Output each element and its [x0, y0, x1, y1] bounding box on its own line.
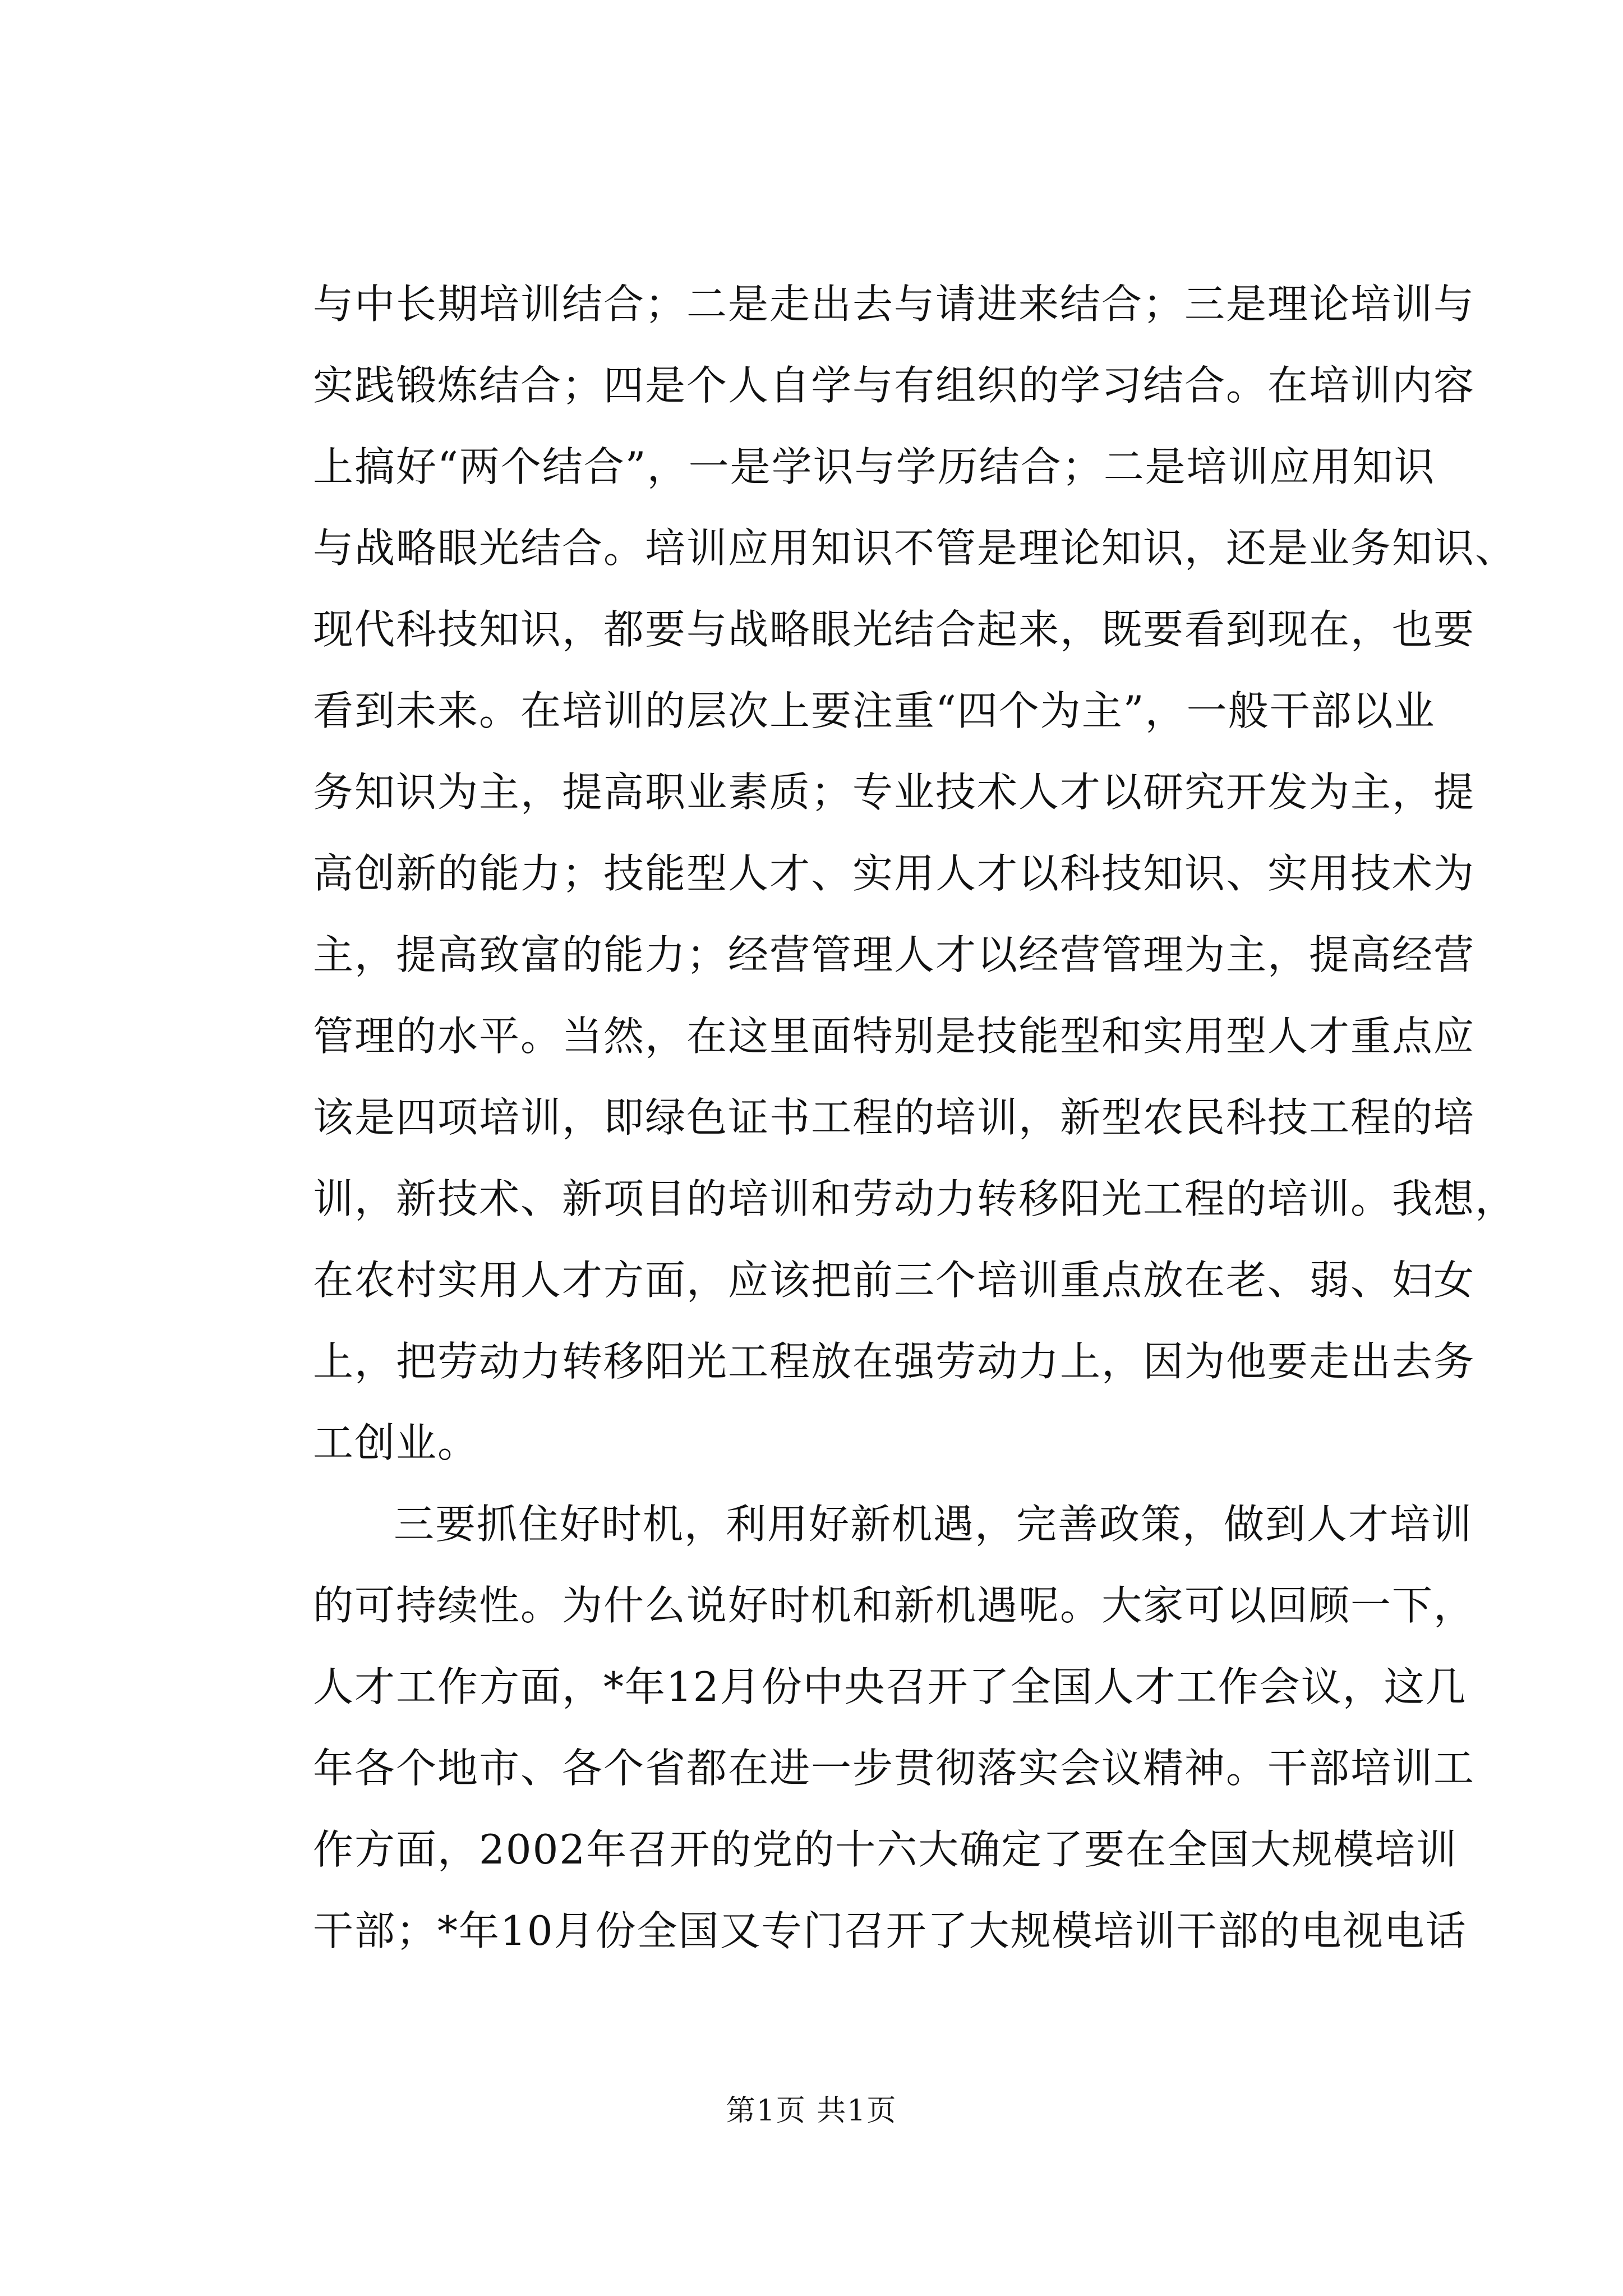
text-line: 训，新技术、新项目的培训和劳动力转移阳光工程的培训。我想， — [313, 1175, 1517, 1222]
page-footer: 第1页 共1页 — [726, 2094, 897, 2128]
text-line: 工创业。 — [313, 1419, 479, 1466]
text-line: 在农村实用人才方面，应该把前三个培训重点放在老、弱、妇女 — [313, 1257, 1476, 1304]
text-line: 与中长期培训结合；二是走出去与请进来结合；三是理论培训与 — [313, 280, 1476, 328]
paragraph-first-line: 三要抓住好时机，利用好新机遇，完善政策，做到人才培训 — [394, 1501, 1473, 1548]
body-text — [313, 264, 1517, 1972]
text-line: 人才工作方面，*年12月份中央召开了全国人才工作会议，这几 — [313, 1663, 1467, 1710]
text-line: 管理的水平。当然，在这里面特别是技能型和实用型人才重点应 — [313, 1013, 1476, 1060]
text-line: 该是四项培训，即绿色证书工程的培训，新型农民科技工程的培 — [313, 1094, 1476, 1141]
text-line: 主，提高致富的能力；经营管理人才以经营管理为主，提高经营 — [313, 931, 1476, 978]
text-line: 干部；*年10月份全国又专门召开了大规模培训干部的电视电话 — [313, 1907, 1467, 1954]
text-line: 看到未来。在培训的层次上要注重“四个为主”，一般干部以业 — [313, 687, 1436, 734]
text-line: 与战略眼光结合。培训应用知识不管是理论知识，还是业务知识、 — [313, 524, 1517, 572]
text-line: 上搞好“两个结合”，一是学识与学历结合；二是培训应用知识 — [313, 443, 1436, 490]
text-line: 上，把劳动力转移阳光工程放在强劳动力上，因为他要走出去务 — [313, 1338, 1476, 1385]
text-line: 高创新的能力；技能型人才、实用人才以科技知识、实用技术为 — [313, 850, 1476, 897]
text-line: 实践锻炼结合；四是个人自学与有组织的学习结合。在培训内容 — [313, 362, 1476, 409]
text-line: 的可持续性。为什么说好时机和新机遇呢。大家可以回顾一下， — [313, 1582, 1476, 1629]
text-line: 年各个地市、各个省都在进一步贯彻落实会议精神。干部培训工 — [313, 1745, 1476, 1792]
text-line: 作方面，2002年召开的党的十六大确定了要在全国大规模培训 — [313, 1826, 1458, 1873]
text-line: 务知识为主，提高职业素质；专业技术人才以研究开发为主，提 — [313, 769, 1476, 816]
text-line: 现代科技知识，都要与战略眼光结合起来，既要看到现在，也要 — [313, 606, 1476, 653]
